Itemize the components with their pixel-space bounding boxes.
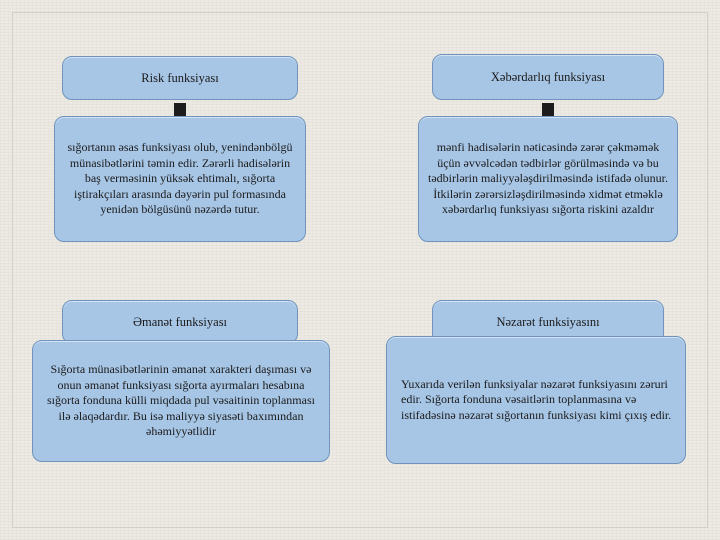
savings-function-title: Əmanət funksiyası bbox=[132, 315, 228, 329]
risk-function-title: Risk funksiyası bbox=[141, 71, 219, 85]
risk-function-text: sığortanın əsas funksiyası olub, yenindənbölgü münasibətlərini təmin edir. Zərərli hadisələrin baş verməsinin yüksək ehtimalı, sığorta iştirakçıları arasında dəyərin pul formasında yenidən bölgüsünü nəzərdə tutur. bbox=[67, 140, 293, 217]
control-function-title: Nəzarət funksiyasını bbox=[496, 315, 600, 329]
savings-function-text-box bbox=[32, 340, 330, 462]
warning-function-text: mənfi hadisələrin nəticəsində zərər çəkməmək üçün əvvəlcədən tədbirlər görülməsində və bu tədbirlərin maliyyələşdirilməsində istifadə olunur. İtkilərin zərərsizləşdirilməsində xidmət etməklə xəbərdarlıq funksiyası sığorta riskini azaldır bbox=[428, 140, 668, 217]
risk-function-text-box bbox=[54, 116, 306, 242]
risk-function-title-box bbox=[62, 56, 298, 100]
warning-function-title-box bbox=[432, 54, 664, 100]
control-function-text: Yuxarıda verilən funksiyalar nəzarət funksiyasını zəruri edir. Sığorta fonduna vəsaitlərin toplanmasına və istifadəsinə nəzarət sığortanın funksiyası kimi çıxış edir. bbox=[401, 376, 672, 422]
warning-function-title: Xəbərdarlıq funksiyası bbox=[490, 70, 606, 84]
warning-function-text-box bbox=[418, 116, 678, 242]
control-function-text-box bbox=[386, 336, 686, 464]
savings-function-title-box bbox=[62, 300, 298, 344]
savings-function-text: Sığorta münasibətlərinin əmanət xarakteri daşıması və onun əmanət funksiyası sığorta ayırmaları hesabına sığorta fonduna külli miqdada pul vəsaitinin toplanması ilə əlaqədardır. Bu isə maliyyə siyasəti baxımından əhəmiyyətlidir bbox=[47, 362, 315, 439]
